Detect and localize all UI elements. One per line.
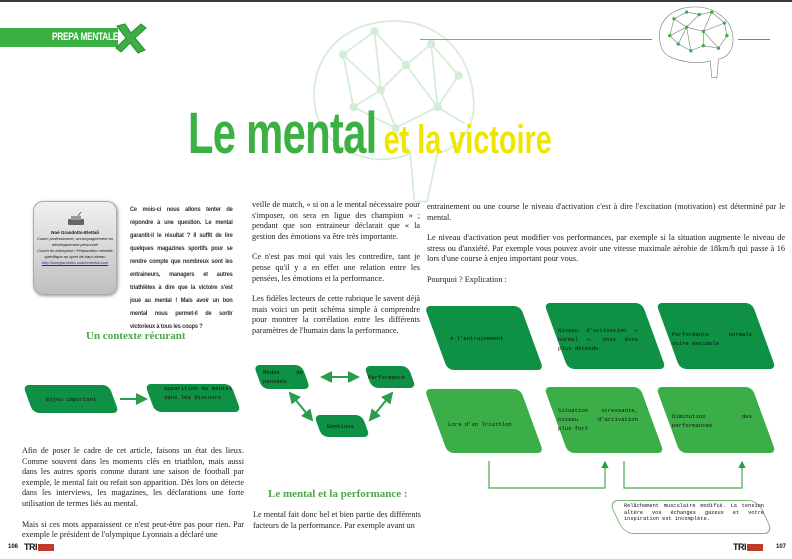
triangle-emotions-label: Emotions: [327, 423, 354, 430]
flow-box-enjeu-label: Enjeu important: [46, 396, 97, 403]
author-name: Noé Grandotto-Elettali: [51, 230, 99, 235]
section-label: PREPA MENTALE: [52, 31, 119, 43]
paragraph: veille de match, « si on a le mental nécessaire pour s'imposer, on sera en ligue des champion » ; pendant que son entraineur déclarait que « la gestion des émotions va être très importante.: [252, 200, 420, 241]
explanation-note-text: Relâchement musculaire modifié. La tension altère vos échanges gazeux et votre inspiration est incomplète.: [624, 503, 764, 522]
author-role-1: Coach professionnel, accompagnement en: [36, 236, 114, 241]
logo-mark-icon: [747, 544, 763, 551]
magazine-logo-left: [24, 542, 54, 551]
author-website-link[interactable]: http://noegrandotto-coachmental.com: [41, 260, 109, 265]
intro-text: Ce mois-ci nous allons tenter de répondre à une question. Le mental garantit-il le résultat ? Il suffit de lire quelques magazines sportifs pour se rendre compte que nombreux sont les entraineurs, managers et autres triathlètes à dire que la victoire s'est joué au mental ! Mais avoir un bon mental nous permet-il de sortir victorieux à tous les coups ?: [130, 206, 233, 330]
magazine-logo-right: [733, 542, 763, 551]
paragraph: Pourquoi ? Explication :: [427, 274, 507, 284]
author-role-3: Coach en entreprise / Préparation mentale: [37, 248, 113, 253]
explain-triathlon-label: Lors d'un Triathlon: [448, 421, 512, 428]
explain-decrease-label: Diminution des performances: [672, 413, 752, 429]
triangle-performance-label: Performance: [368, 374, 405, 381]
heading-performance: Le mental et la performance :: [268, 488, 408, 500]
explain-normal-performance-label: Performance normale voire maximale: [672, 331, 752, 347]
flow-box-apparition-label: Apparition du mental dans les discours: [164, 385, 232, 401]
paragraph: Afin de poser le cadre de cet article, faisons un état des lieux. Comme souvent dans les moments clés en triathlon, mais aussi dans les autres sports comme durant une saison de football par exemple, le mental fait ou refait son apparition. Dès lors on détecte dans les interviews, les magazines, les déclarations une forte utilisation de termes liés au mental.: [22, 446, 244, 508]
explain-training-label: A l'entrainement: [450, 335, 504, 342]
paragraph: Les fidèles lecteurs de cette rubrique le savent déjà mais voici un petit schéma simple à comprendre pour montrer la corrélation entre les différents paramètres de l'humain dans la performance.: [252, 294, 420, 335]
paragraph: Le niveau d'activation peut modifier vos performances, par exemple si la situation augmente le niveau de stress ou d'anxiété. Par exemple vous pouvez avoir une vitesse maximale aérobie de 18km/h qui passe à 16 lors d'une course à enjeu important pour vous.: [427, 233, 785, 264]
triangle-thoughts-label: Modes de pensées: [263, 369, 303, 385]
title-part-1: Le mental: [188, 101, 377, 166]
logo-text: TRI: [24, 542, 37, 552]
paragraph: Le mental fait donc bel et bien partie des différents facteurs de la performance. Par exemple avant un: [253, 510, 421, 530]
heading-contexte: Un contexte récurant: [86, 330, 186, 342]
explain-normal-activation-label: Niveau d'activation « normal ». Vous êtes plus détendu: [558, 327, 638, 352]
logo-text: TRI: [733, 542, 746, 552]
paragraph: Ce n'est pas moi qui vais les contredire, tant je pense qu'il y a en effet une relation entre les pensées, les émotions et la performance.: [252, 252, 420, 283]
explain-stress-label: Situation stressante, niveau d'activation plus fort: [558, 407, 638, 432]
author-role-2: développement personnel: [51, 242, 99, 247]
paragraph: Mais si ces mots apparaissent ce n'est peut-être pas pour rien. Par exemple le président de l'olympique Lyonnais a déclaré une: [22, 519, 244, 540]
logo-mark-icon: [38, 544, 54, 551]
paragraph: entrainement ou une course le niveau d'activation c'est à dire l'excitation (motivation) est déterminé par le mental.: [427, 202, 785, 222]
page-number-right: 107: [776, 544, 787, 550]
author-role-4: spécifique au sport de haut niveau: [44, 254, 106, 259]
title-part-2: et la victoire: [383, 118, 552, 162]
page-number-left: 106: [8, 544, 19, 550]
